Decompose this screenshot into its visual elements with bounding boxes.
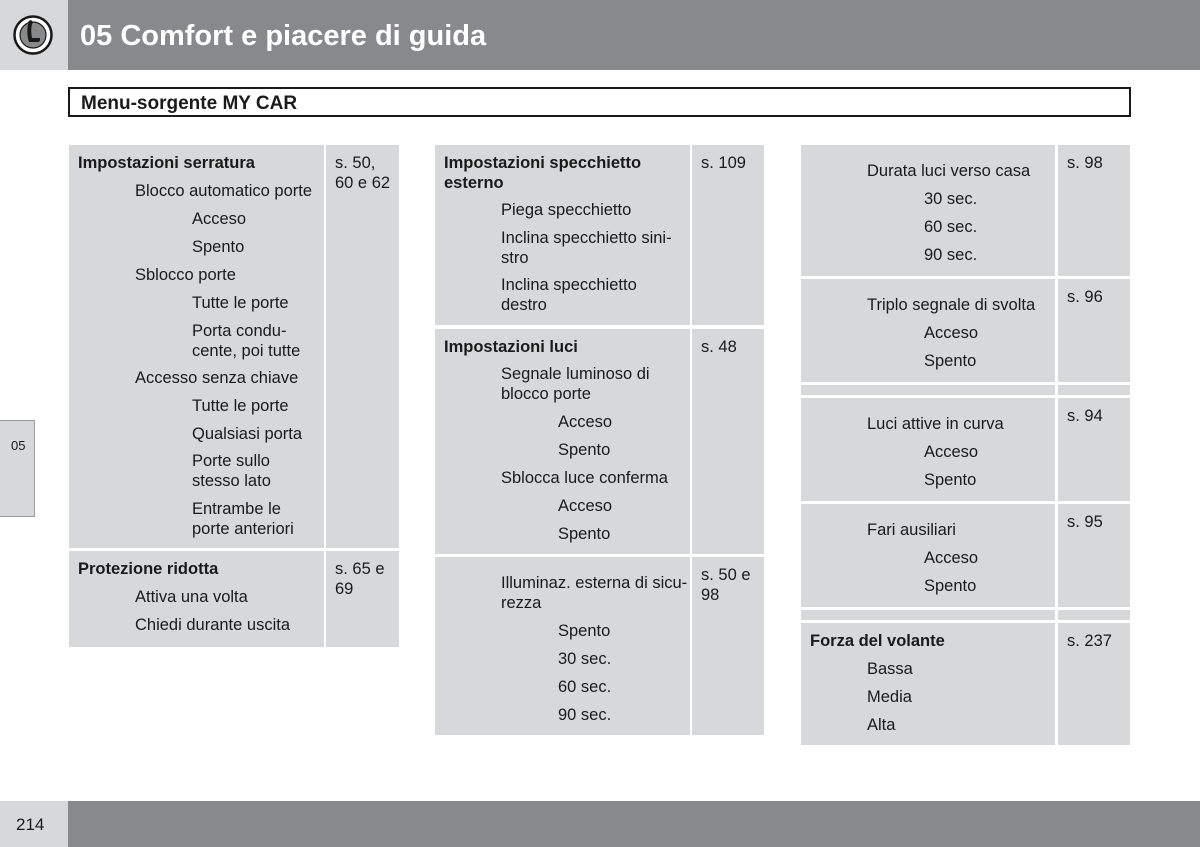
menu-sub-option: Porta condu- cente, poi tutte <box>192 322 301 360</box>
menu-sub-option: Spento <box>558 622 611 640</box>
menu-block <box>801 279 1130 382</box>
menu-sub-option: 90 sec. <box>558 706 612 724</box>
page-reference: s. 109 <box>701 154 746 172</box>
menu-option: Alta <box>867 716 896 734</box>
page-number-box <box>0 801 68 847</box>
page-reference: s. 96 <box>1067 288 1103 306</box>
menu-cell-items <box>801 385 1055 395</box>
menu-sub-option: Acceso <box>924 549 979 567</box>
side-tab-label: 05 <box>11 438 26 453</box>
menu-sub-option: 30 sec. <box>924 190 978 208</box>
menu-option: Media <box>867 688 912 706</box>
menu-block <box>801 398 1130 501</box>
page-reference: s. 237 <box>1067 632 1112 650</box>
menu-option: Attiva una volta <box>135 588 248 606</box>
menu-sub-option: Acceso <box>192 210 247 228</box>
menu-sub-option: Acceso <box>924 324 979 342</box>
menu-sub-option: Acceso <box>558 413 613 431</box>
menu-sub-option: Spento <box>924 352 977 370</box>
chapter-title: 05 Comfort e piacere di guida <box>80 20 487 52</box>
menu-sub-option: Spento <box>924 577 977 595</box>
page-number: 214 <box>16 815 45 834</box>
page-reference: s. 95 <box>1067 513 1103 531</box>
menu-sub-option: Spento <box>558 525 611 543</box>
page-reference: s. 50, 60 e 62 <box>335 154 391 192</box>
menu-option: Bassa <box>867 660 913 678</box>
menu-cell-page-ref <box>1058 610 1130 620</box>
menu-block-title: Protezione ridotta <box>78 560 219 578</box>
menu-block-spacer <box>801 385 1130 395</box>
menu-block <box>69 551 399 647</box>
menu-cell-items <box>801 610 1055 620</box>
menu-option: Sblocca luce conferma <box>501 469 668 487</box>
menu-sub-option: 30 sec. <box>558 650 612 668</box>
menu-option: Segnale luminoso di blocco porte <box>501 365 650 403</box>
menu-cell-page-ref <box>692 329 764 554</box>
menu-sub-option: 60 sec. <box>924 218 978 236</box>
menu-option: Blocco automatico porte <box>135 182 313 200</box>
menu-option: Piega specchietto <box>501 201 632 219</box>
menu-sub-option: 60 sec. <box>558 678 612 696</box>
menu-sub-option: Porte sullo stesso lato <box>192 452 271 490</box>
menu-option: Durata luci verso casa <box>867 162 1031 180</box>
page-reference: s. 48 <box>701 338 737 356</box>
footer-bar <box>0 801 1200 847</box>
section-title: Menu-sorgente MY CAR <box>68 87 1131 117</box>
page-reference: s. 98 <box>1067 154 1103 172</box>
chapter-icon-box <box>0 0 68 70</box>
menu-option: Triplo segnale di svolta <box>867 296 1036 314</box>
menu-option: Sblocco porte <box>135 266 236 284</box>
menu-block-title: Impostazioni luci <box>444 338 578 356</box>
menu-block <box>69 145 399 548</box>
menu-option: Fari ausiliari <box>867 521 956 539</box>
menu-sub-option: Qualsiasi porta <box>192 425 303 443</box>
menu-sub-option: Spento <box>192 238 245 256</box>
menu-block <box>435 557 764 735</box>
page-reference: s. 65 e 69 <box>335 560 385 598</box>
menu-block <box>435 145 764 325</box>
menu-option: Chiedi durante uscita <box>135 616 291 634</box>
menu-sub-option: Spento <box>558 441 611 459</box>
menu-option: Accesso senza chiave <box>135 369 299 387</box>
menu-block-spacer <box>801 610 1130 620</box>
menu-block <box>801 504 1130 607</box>
menu-option: Inclina specchietto destro <box>501 276 637 314</box>
menu-sub-option: Tutte le porte <box>192 294 289 312</box>
menu-block <box>801 145 1130 276</box>
menu-sub-option: Acceso <box>558 497 613 515</box>
page-reference: s. 50 e 98 <box>701 566 751 604</box>
menu-sub-option: Acceso <box>924 443 979 461</box>
menu-option: Inclina specchietto sini- stro <box>501 229 672 267</box>
menu-cell-page-ref <box>326 145 399 548</box>
menu-sub-option: Spento <box>924 471 977 489</box>
page-reference: s. 94 <box>1067 407 1103 425</box>
menu-block-title: Impostazioni specchietto esterno <box>444 154 642 192</box>
menu-block-title: Impostazioni serratura <box>78 154 255 172</box>
menu-sub-option: 90 sec. <box>924 246 978 264</box>
menu-block <box>801 623 1130 745</box>
menu-sub-option: Entrambe le porte anteriori <box>192 500 294 538</box>
seat-icon <box>13 15 53 55</box>
menu-block-title: Forza del volante <box>810 632 945 650</box>
menu-option: Luci attive in curva <box>867 415 1004 433</box>
menu-option: Illuminaz. esterna di sicu- rezza <box>501 574 688 612</box>
chapter-side-tab <box>0 420 35 517</box>
menu-block <box>435 329 764 554</box>
menu-cell-page-ref <box>1058 385 1130 395</box>
menu-sub-option: Tutte le porte <box>192 397 289 415</box>
